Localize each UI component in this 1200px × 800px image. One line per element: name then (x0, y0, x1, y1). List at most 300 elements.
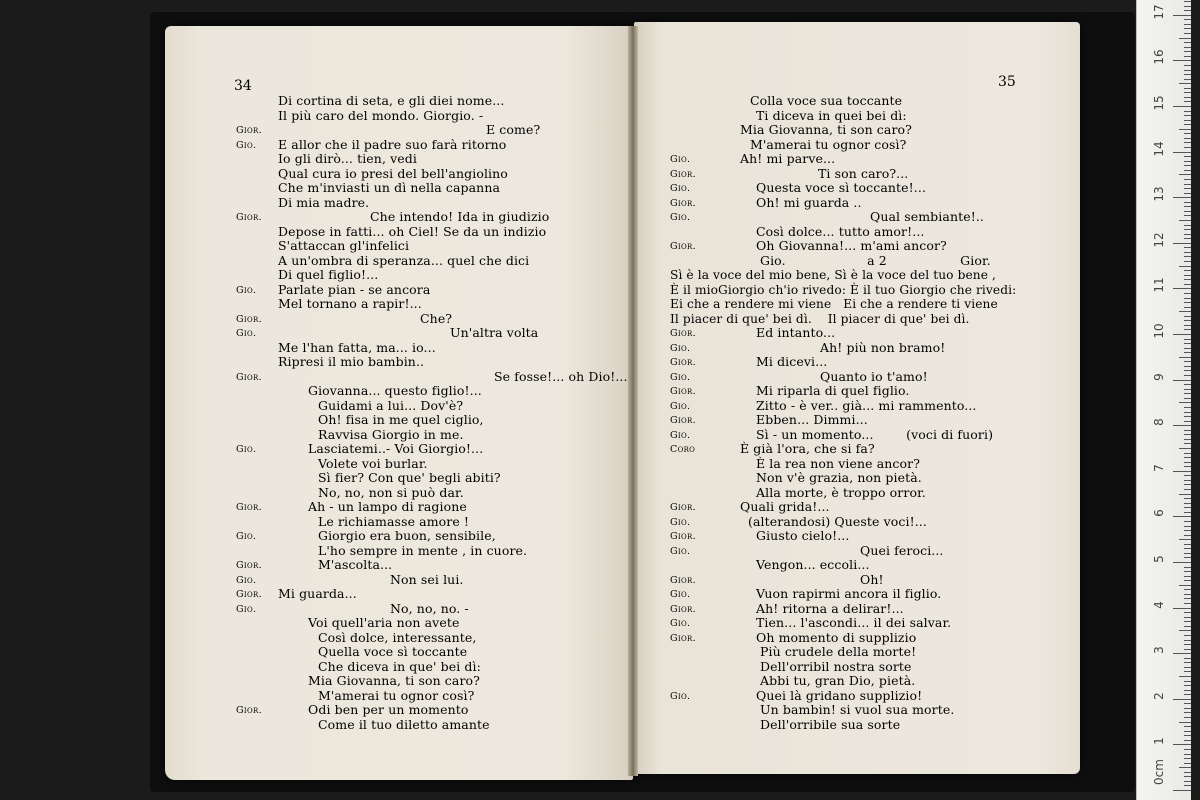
text-line: Così dolce, interessante, (318, 629, 477, 645)
ruler-tick (1184, 754, 1191, 755)
ruler-tick (1184, 421, 1191, 422)
text-line: Vengon... eccoli... (756, 557, 870, 572)
speaker-label: Gio. (236, 574, 257, 586)
ruler-tick (1184, 412, 1191, 413)
ruler-tick (1184, 526, 1191, 527)
text-line: Sì è la voce del mio bene, Sì è la voce del tuo bene , (670, 268, 997, 282)
speaker-label: Gio. (670, 429, 691, 441)
text-line: Un bambin! si vuol sua morte. (760, 702, 955, 717)
text-line: Lasciatemi..- Voi Giorgio!... (308, 441, 484, 456)
ruler-tick (1184, 598, 1191, 599)
text-line: Mi riparla di quel figlio. (756, 383, 910, 398)
ruler-tick (1179, 174, 1191, 175)
speaker-label: Gior. (236, 705, 262, 716)
text-line: Me l'han fatta, ma... io... (278, 339, 436, 355)
ruler-tick (1184, 662, 1191, 663)
ruler-tick (1173, 699, 1191, 700)
ruler-tick (1184, 47, 1191, 48)
ruler-tick (1184, 19, 1191, 20)
speaker-label: Gior. (670, 574, 696, 586)
ruler-tick (1184, 170, 1191, 171)
book-gutter (628, 26, 638, 776)
ruler-tick (1184, 238, 1191, 239)
ruler-tick (1179, 585, 1191, 586)
text-line: Più crudele della morte! (760, 644, 917, 659)
text-line: L'ho sempre in mente , in cuore. (318, 542, 528, 558)
text-line: Il più caro del mondo. Giorgio. - (278, 107, 484, 123)
ruler-tick (1184, 535, 1191, 536)
ruler-tick (1184, 366, 1191, 367)
ruler-tick (1184, 74, 1191, 75)
ruler-tick (1184, 640, 1191, 641)
ruler-tick (1184, 603, 1191, 604)
speaker-label: Gio. (236, 531, 257, 542)
speaker-label: Gior. (670, 357, 696, 368)
ruler-tick (1173, 790, 1191, 791)
ruler-tick (1184, 553, 1191, 554)
ruler-tick (1173, 744, 1191, 745)
text-line: Di mia madre. (278, 194, 370, 210)
ruler-tick (1184, 6, 1191, 7)
speaker-label: Gior. (236, 502, 262, 513)
text-line: Ti son caro?... (818, 165, 909, 181)
text-line: Quella voce sì toccante (318, 644, 468, 659)
text-line: Guidami a lui... Dov'è? (318, 397, 464, 413)
ruler-number: 10 (1152, 323, 1166, 339)
speaker-label: Gior. (670, 168, 696, 180)
ruler-tick (1184, 576, 1191, 577)
ruler-tick (1184, 772, 1191, 773)
speaker-label: Gio. (670, 154, 691, 165)
text-line: Parlate pian - se ancora (278, 281, 431, 297)
text-line: M'amerai tu ognor così? (750, 136, 907, 152)
ruler-tick (1173, 60, 1191, 61)
ruler-tick (1184, 115, 1191, 116)
ruler-tick (1184, 256, 1191, 257)
text-line: Di cortina di seta, e gli diei nome... (278, 93, 505, 108)
speaker-label: Gio. (236, 603, 257, 615)
ruler-tick (1184, 712, 1191, 713)
text-line: Come il tuo diletto amante (318, 716, 490, 732)
text-line: Sì fier? Con que' begli abiti? (318, 470, 501, 485)
ruler-tick (1184, 475, 1191, 476)
speaker-label: Gior. (670, 603, 696, 615)
ruler-number: 17 (1152, 4, 1166, 20)
speaker-label: Gior. (236, 371, 262, 383)
ruler-tick (1184, 389, 1191, 390)
speaker-label: Gio. (670, 400, 691, 412)
ruler-tick (1184, 211, 1191, 212)
ruler-tick (1184, 612, 1191, 613)
ruler-tick (1184, 302, 1191, 303)
text-line: Dell'orribile sua sorte (760, 716, 901, 732)
ruler-tick (1184, 621, 1191, 622)
ruler-tick (1184, 97, 1191, 98)
speaker-label: Gior. (236, 212, 262, 223)
speaker-label: Gior. (670, 632, 696, 644)
speaker-label: Gio. (236, 284, 257, 296)
ruler-tick (1179, 722, 1191, 723)
page-number-right: 35 (998, 74, 1016, 90)
ruler-tick (1184, 348, 1191, 349)
ruler-tick (1179, 311, 1191, 312)
speaker-label: Gior. (236, 560, 262, 571)
ruler-tick (1184, 142, 1191, 143)
ruler-tick (1184, 717, 1191, 718)
text-line: Vuon rapirmi ancora il figlio. (756, 586, 942, 601)
text-line: A un'ombra di speranza... quel che dici (278, 252, 530, 268)
ruler-tick (1179, 676, 1191, 677)
speaker-label: Gio. (670, 690, 691, 702)
text-line: Quei feroci... (860, 542, 944, 558)
ruler-tick (1184, 138, 1191, 139)
speaker-label: Gio. (670, 371, 691, 383)
text-line: M'amerai tu ognor così? (318, 687, 475, 703)
ruler-number: 6 (1152, 509, 1166, 518)
ruler-tick (1184, 42, 1191, 43)
text-line: No, no, non si può dar. (318, 484, 464, 500)
text-line: M'ascolta... (318, 557, 393, 572)
ruler-tick (1184, 70, 1191, 71)
ruler-tick (1179, 266, 1191, 267)
text-line: Gio. a 2 Gior. (760, 252, 991, 268)
text-line: Zitto - è ver.. già... mi rammento... (756, 397, 977, 413)
ruler-tick (1173, 608, 1191, 609)
ruler-tick (1184, 298, 1191, 299)
speaker-label: Gior. (670, 386, 696, 397)
text-line: No, no, no. - (390, 600, 469, 616)
speaker-label: Gior. (670, 328, 696, 339)
ruler-tick (1179, 494, 1191, 495)
ruler-tick (1184, 731, 1191, 732)
ruler-tick (1184, 361, 1191, 362)
ruler-tick (1179, 539, 1191, 540)
ruler-tick (1184, 28, 1191, 29)
ruler-tick (1184, 79, 1191, 80)
ruler-tick (1184, 521, 1191, 522)
ruler-tick (1184, 156, 1191, 157)
speaker-label: Gior. (670, 197, 696, 209)
ruler-tick (1184, 735, 1191, 736)
ruler-tick (1179, 220, 1191, 221)
speaker-label: Gio. (670, 589, 691, 600)
ruler-tick (1184, 776, 1191, 777)
ruler-tick (1184, 498, 1191, 499)
ruler-tick (1184, 690, 1191, 691)
ruler-tick (1184, 393, 1191, 394)
ruler-tick (1184, 202, 1191, 203)
ruler-tick (1184, 229, 1191, 230)
ruler-tick (1184, 51, 1191, 52)
ruler-number: 13 (1152, 186, 1166, 202)
ruler-tick (1173, 562, 1191, 563)
ruler-tick (1184, 165, 1191, 166)
ruler-tick (1184, 503, 1191, 504)
ruler-tick (1173, 516, 1191, 517)
text-line: Giorgio era buon, sensibile, (318, 528, 496, 543)
ruler-tick (1184, 703, 1191, 704)
ruler-tick (1184, 457, 1191, 458)
text-line: Questa voce sì toccante!... (756, 180, 927, 195)
speaker-label: Gio. (236, 139, 257, 151)
ruler-tick (1184, 101, 1191, 102)
ruler-tick (1184, 352, 1191, 353)
text-line: Depose in fatti... oh Ciel! Se da un indizio (278, 223, 547, 239)
ruler-tick (1173, 425, 1191, 426)
speaker-label: Gio. (670, 212, 691, 223)
ruler-tick (1184, 24, 1191, 25)
ruler-tick (1184, 594, 1191, 595)
text-line: Oh! (860, 571, 884, 587)
text-line: Colla voce sua toccante (750, 93, 903, 108)
ruler-tick (1184, 681, 1191, 682)
text-line: Ah! più non bramo! (820, 339, 946, 355)
ruler-tick (1184, 544, 1191, 545)
speaker-label: Gio. (670, 342, 691, 354)
ruler-tick (1179, 38, 1191, 39)
ruler-tick (1184, 617, 1191, 618)
ruler-tick (1184, 65, 1191, 66)
ruler-tick (1184, 507, 1191, 508)
page-number-left: 34 (234, 78, 252, 94)
speaker-label: Gio. (670, 183, 691, 194)
ruler-tick (1179, 448, 1191, 449)
ruler-number: 14 (1152, 140, 1166, 157)
ruler-tick (1184, 261, 1191, 262)
text-line: Ripresi il mio bambin.. (278, 354, 425, 369)
text-line: Ah! mi parve... (740, 151, 836, 166)
ruler-tick (1184, 785, 1191, 786)
ruler-tick (1184, 1, 1191, 2)
ruler-tick (1184, 284, 1191, 285)
text-line: Ei che a rendere mi viene Ei che a rendere ti viene (670, 297, 998, 311)
speaker-label: Gio. (670, 516, 691, 528)
ruler-tick (1184, 644, 1191, 645)
text-line: Voi quell'aria non avete (308, 615, 460, 630)
text-line: Giusto cielo!... (756, 528, 850, 543)
text-line: Che? (420, 310, 453, 326)
ruler-tick (1184, 462, 1191, 463)
text-line: Ti diceva in quei bei dì: (756, 107, 907, 123)
speaker-label: Gio. (670, 618, 691, 629)
text-line: Che intendo! Ida in giudizio (370, 209, 550, 224)
speaker-label: Gior. (236, 589, 262, 600)
ruler-tick (1173, 152, 1191, 153)
text-line: Non sei lui. (390, 571, 464, 587)
text-line: Ravvisa Giorgio in me. (318, 426, 464, 442)
ruler-number: 9 (1152, 372, 1166, 381)
text-line: Ah - un lampo di ragione (308, 499, 467, 514)
text-line: Il piacer di que' bei dì. Il piacer di que' bei dì. (670, 311, 970, 326)
ruler-tick (1184, 557, 1191, 558)
ruler-number: 8 (1152, 418, 1166, 427)
ruler-number: 12 (1152, 232, 1166, 248)
ruler-tick (1184, 111, 1191, 112)
ruler-tick (1184, 749, 1191, 750)
ruler-number: 0cm (1152, 759, 1166, 785)
text-line: S'attaccan gl'infelici (278, 238, 410, 253)
ruler-tick (1173, 380, 1191, 381)
ruler-tick (1184, 781, 1191, 782)
text-line: È la rea non viene ancor? (756, 455, 921, 471)
ruler-tick (1184, 234, 1191, 235)
ruler-number: 3 (1152, 646, 1166, 655)
ruler-tick (1184, 512, 1191, 513)
ruler-tick (1184, 694, 1191, 695)
ruler-tick (1184, 635, 1191, 636)
text-line: Dell'orribil nostra sorte (760, 658, 912, 674)
ruler-tick (1184, 416, 1191, 417)
ruler-number: 11 (1152, 277, 1166, 294)
speaker-label: Gio. (236, 328, 257, 339)
text-line: Mia Giovanna, ti son caro? (740, 122, 912, 137)
text-line: E come? (486, 122, 541, 137)
ruler-tick (1184, 626, 1191, 627)
ruler-tick (1184, 480, 1191, 481)
ruler-tick (1184, 658, 1191, 659)
ruler-tick (1184, 316, 1191, 317)
ruler-tick (1184, 339, 1191, 340)
ruler-tick (1184, 293, 1191, 294)
ruler-tick (1184, 188, 1191, 189)
speaker-label: Gio. (670, 545, 691, 557)
ruler-tick (1184, 384, 1191, 385)
text-line: Oh momento di supplizio (756, 629, 917, 645)
ruler-tick (1184, 407, 1191, 408)
ruler-tick (1184, 179, 1191, 180)
text-line: Ebben... Dimmi... (756, 412, 868, 427)
text-line: Qual sembiante!.. (870, 209, 984, 224)
ruler-tick (1184, 88, 1191, 89)
ruler-tick (1184, 434, 1191, 435)
ruler-tick (1184, 225, 1191, 226)
ruler-tick (1179, 630, 1191, 631)
text-line: È il mioGiorgio ch'io rivedo: È il tuo Giorgio che rivedi: (670, 282, 1017, 297)
ruler-tick (1184, 398, 1191, 399)
text-line: È già l'ora, che si fa? (740, 441, 875, 456)
text-line: Di quel figlio!... (278, 267, 379, 282)
ruler-tick (1184, 370, 1191, 371)
ruler-tick (1184, 10, 1191, 11)
text-line: (alterandosi) Queste voci!... (748, 513, 927, 529)
text-line: Quanto io t'amo! (820, 368, 928, 384)
text-line: Odi ben per un momento (308, 702, 469, 717)
ruler-tick (1184, 184, 1191, 185)
ruler-tick (1184, 726, 1191, 727)
ruler-tick (1184, 92, 1191, 93)
ruler-tick (1173, 653, 1191, 654)
text-line: Abbi tu, gran Dio, pietà. (760, 673, 916, 688)
text-line: Mia Giovanna, ti son caro? (308, 673, 480, 688)
ruler-tick (1173, 197, 1191, 198)
ruler-tick (1184, 56, 1191, 57)
ruler-tick (1184, 375, 1191, 376)
text-line: Giovanna... questo figlio!... (308, 383, 482, 398)
ruler-tick (1179, 357, 1191, 358)
text-line: Mi guarda... (278, 586, 357, 601)
speaker-label: Gior. (236, 313, 262, 325)
ruler-tick (1184, 124, 1191, 125)
ruler-tick (1184, 161, 1191, 162)
ruler-tick (1184, 439, 1191, 440)
speaker-label: Coro (670, 444, 696, 455)
text-line: Non v'è grazia, non pietà. (756, 470, 922, 485)
ruler-number: 2 (1152, 691, 1166, 700)
ruler-tick (1179, 83, 1191, 84)
ruler-tick (1184, 763, 1191, 764)
ruler-number: 1 (1152, 737, 1166, 746)
speaker-label: Gior. (670, 415, 696, 426)
ruler-tick (1184, 489, 1191, 490)
ruler-tick (1184, 133, 1191, 134)
text-line: Quali grida!... (740, 499, 830, 514)
ruler-tick (1184, 147, 1191, 148)
text-line: Così dolce... tutto amor!... (756, 223, 925, 239)
ruler-tick (1184, 279, 1191, 280)
ruler-tick (1184, 466, 1191, 467)
text-line: Io gli dirò... tien, vedi (278, 151, 417, 166)
text-line: Alla morte, è troppo orror. (756, 484, 926, 500)
ruler-tick (1184, 548, 1191, 549)
ruler-tick (1184, 193, 1191, 194)
ruler-tick (1184, 329, 1191, 330)
ruler-tick (1184, 580, 1191, 581)
ruler-number: 5 (1152, 555, 1166, 563)
ruler-tick (1184, 649, 1191, 650)
speaker-label: Gior. (670, 241, 696, 252)
ruler-tick (1184, 567, 1191, 568)
ruler-tick (1184, 671, 1191, 672)
speaker-label: Gio. (236, 444, 257, 455)
ruler-number: 7 (1152, 463, 1166, 472)
text-line: Oh Giovanna!... m'ami ancor? (756, 238, 947, 253)
speaker-label: Gior. (670, 502, 696, 513)
text-line: Ah! ritorna a delirar!... (756, 600, 904, 616)
ruler-number: 16 (1152, 49, 1166, 66)
text-line: Ed intanto... (756, 325, 836, 340)
ruler-tick (1184, 275, 1191, 276)
ruler-tick (1184, 430, 1191, 431)
ruler-tick (1184, 453, 1191, 454)
speaker-label: Gior. (670, 531, 696, 542)
ruler-tick (1184, 740, 1191, 741)
text-line: Oh! fisa in me quel ciglio, (318, 412, 484, 427)
text-line: Mi dicevi... (756, 354, 828, 369)
ruler-tick (1184, 307, 1191, 308)
ruler-tick (1179, 402, 1191, 403)
text-line: Oh! mi guarda .. (756, 194, 862, 210)
ruler-tick (1184, 484, 1191, 485)
ruler-tick (1184, 443, 1191, 444)
text-line: Tien... l'ascondi... il dei salvar. (756, 615, 952, 630)
ruler-tick (1184, 320, 1191, 321)
ruler-tick (1184, 758, 1191, 759)
measuring-ruler (1136, 0, 1191, 800)
ruler-tick (1184, 667, 1191, 668)
ruler-tick (1173, 288, 1191, 289)
text-line: E allor che il padre suo farà ritorno (278, 136, 507, 152)
ruler-tick (1173, 243, 1191, 244)
text-line: Mel tornano a rapir!... (278, 296, 422, 311)
ruler-tick (1184, 685, 1191, 686)
text-line: Volete voi burlar. (318, 455, 428, 471)
ruler-tick (1184, 708, 1191, 709)
ruler-tick (1173, 471, 1191, 472)
ruler-tick (1184, 589, 1191, 590)
text-line: Le richiamasse amore ! (318, 513, 470, 529)
text-line: Che diceva in que' bei dì: (318, 658, 481, 674)
ruler-tick (1184, 206, 1191, 207)
